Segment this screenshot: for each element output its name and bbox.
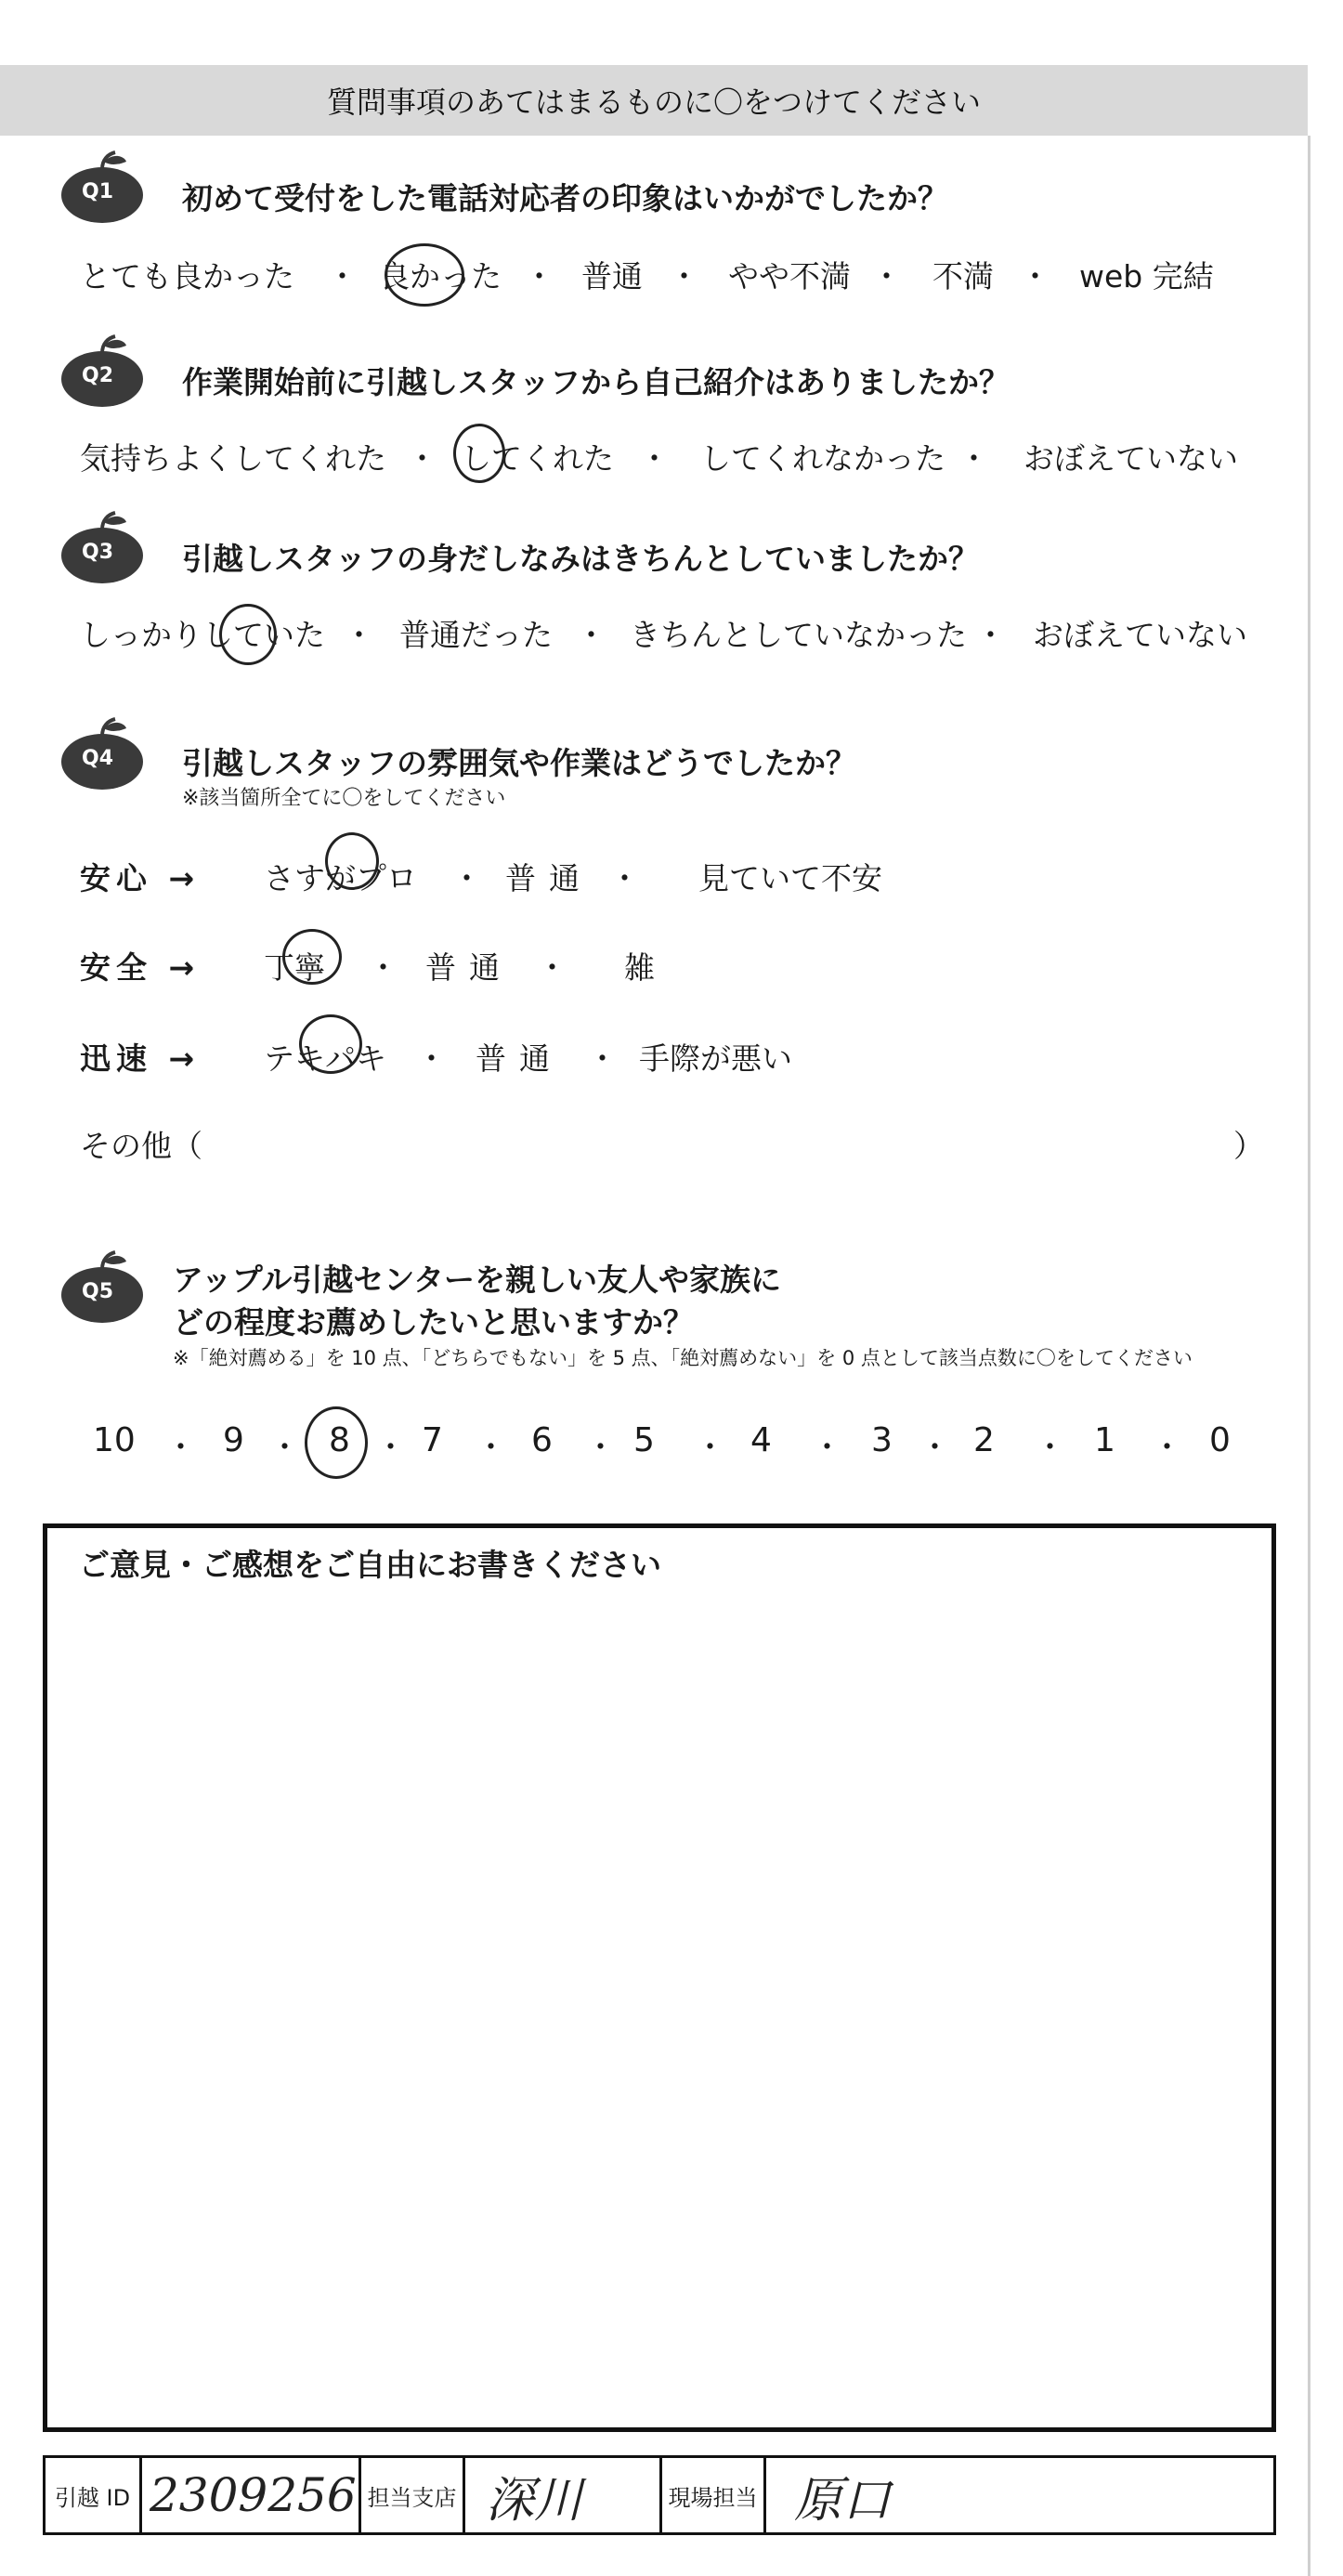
q2-option-1[interactable]: 気持ちよくしてくれた	[80, 440, 386, 477]
q3-option-1[interactable]: しっかりしていた	[80, 617, 325, 653]
selection-circle	[385, 243, 464, 307]
separator: ・	[327, 258, 358, 294]
q1-option-2[interactable]: 良かった	[379, 258, 502, 294]
q1-title: 初めて受付をした電話対応者の印象はいかがでしたか？	[182, 180, 948, 216]
separator: ・	[407, 440, 437, 477]
separator: ・	[975, 617, 1006, 653]
q3-badge: Q3	[59, 509, 145, 585]
selection-circle	[219, 604, 277, 665]
score-4[interactable]: 4	[750, 1421, 772, 1459]
branch-label: 担当支店	[361, 2458, 465, 2532]
q3-option-3[interactable]: きちんとしていなかった	[630, 617, 967, 653]
q5-title-line2: どの程度お薦めしたいと思いますか？	[173, 1304, 694, 1340]
separator: ・	[609, 860, 640, 896]
separator: ・	[695, 1429, 725, 1465]
q4-row-jinsoku-option-1[interactable]: テキパキ	[264, 1040, 386, 1077]
separator: ・	[958, 440, 989, 477]
separator: ・	[919, 1429, 950, 1465]
score-10[interactable]: 10	[93, 1421, 136, 1459]
q1-option-3[interactable]: 普通	[581, 258, 643, 294]
q4-row-anshin-option-3[interactable]: 見ていて不安	[698, 860, 882, 896]
q5-title-line1: アップル引越センターを親しい友人や家族に	[173, 1262, 782, 1298]
q4-row-anzen-option-1[interactable]: 丁寧	[264, 949, 325, 986]
footer-info-row	[43, 2455, 1276, 2535]
separator: ・	[344, 617, 374, 653]
score-7[interactable]: 7	[422, 1421, 443, 1459]
q4-row-anshin-option-1[interactable]: さすがプロ	[264, 860, 417, 896]
separator: ・	[587, 1040, 618, 1077]
separator: ・	[585, 1429, 616, 1465]
separator: ・	[1035, 1429, 1065, 1465]
separator: ・	[269, 1429, 300, 1465]
q4-row-anshin-option-2[interactable]: 普通	[505, 860, 593, 896]
separator: ・	[639, 440, 670, 477]
comments-box[interactable]	[43, 1523, 1276, 2432]
q1-option-1[interactable]: とても良かった	[80, 258, 294, 294]
q5-note: ※「絶対薦める」を 10 点、「どちらでもない」を 5 点、「絶対薦めない」を 0 点として該当点数に〇をしてください	[173, 1347, 1193, 1369]
separator: ・	[871, 258, 902, 294]
separator: ・	[537, 949, 567, 986]
q3-title: 引越しスタッフの身だしなみはきちんとしていましたか？	[182, 541, 979, 577]
q2-option-4[interactable]: おぼえていない	[1024, 440, 1238, 477]
q4-row-anzen-label: 安全 →	[80, 949, 201, 986]
q3-option-2[interactable]: 普通だった	[399, 617, 553, 653]
q1-option-6[interactable]: web 完結	[1079, 258, 1214, 294]
score-1[interactable]: 1	[1094, 1421, 1115, 1459]
q2-option-2[interactable]: してくれた	[461, 440, 614, 477]
score-3[interactable]: 3	[871, 1421, 893, 1459]
move-id-label: 引越 ID	[46, 2458, 142, 2532]
score-9[interactable]: 9	[223, 1421, 244, 1459]
comments-label: ご意見・ご感想をご自由にお書きください	[79, 1547, 661, 1583]
separator: ・	[476, 1429, 506, 1465]
branch-value: 深川	[486, 2472, 583, 2529]
q4-other-close: ）	[1233, 1128, 1264, 1164]
q4-other-label: その他（	[80, 1128, 202, 1164]
q2-badge: Q2	[59, 333, 145, 409]
selection-circle	[299, 1014, 362, 1074]
q4-title: 引越しスタッフの雰囲気や作業はどうでしたか？	[182, 745, 856, 781]
q4-row-jinsoku-option-3[interactable]: 手際が悪い	[639, 1040, 792, 1077]
selection-circle	[453, 424, 505, 483]
staff-cell	[766, 2458, 1273, 2532]
q4-row-anzen-option-3[interactable]: 雑	[624, 949, 655, 986]
separator: ・	[576, 617, 606, 653]
separator: ・	[451, 860, 482, 896]
move-id-cell	[142, 2458, 361, 2532]
separator: ・	[812, 1429, 842, 1465]
separator: ・	[1152, 1429, 1182, 1465]
score-5[interactable]: 5	[633, 1421, 655, 1459]
selection-circle	[282, 929, 342, 985]
score-6[interactable]: 6	[531, 1421, 553, 1459]
staff-value: 原口	[794, 2472, 892, 2529]
separator: ・	[375, 1429, 406, 1465]
selection-circle	[325, 832, 379, 890]
separator: ・	[416, 1040, 447, 1077]
separator: ・	[165, 1429, 196, 1465]
q4-badge: Q4	[59, 715, 145, 791]
q1-option-4[interactable]: やや不満	[728, 258, 851, 294]
q2-option-3[interactable]: してくれなかった	[700, 440, 945, 477]
q4-row-jinsoku-option-2[interactable]: 普通	[476, 1040, 563, 1077]
q4-row-anzen-option-2[interactable]: 普通	[425, 949, 513, 986]
separator: ・	[669, 258, 699, 294]
separator: ・	[368, 949, 398, 986]
separator: ・	[524, 258, 554, 294]
q4-note: ※該当箇所全てに〇をしてください	[182, 787, 506, 810]
q1-badge: Q1	[59, 149, 145, 225]
score-8[interactable]: 8	[329, 1421, 350, 1459]
q4-row-jinsoku-label: 迅速 →	[80, 1040, 201, 1077]
staff-label: 現場担当	[662, 2458, 766, 2532]
separator: ・	[1020, 258, 1050, 294]
score-2[interactable]: 2	[973, 1421, 995, 1459]
q4-row-anshin-label: 安心 →	[80, 860, 201, 896]
q2-title: 作業開始前に引越しスタッフから自己紹介はありましたか？	[182, 364, 1010, 400]
page-header: 質問事項のあてはまるものに〇をつけてください	[0, 65, 1308, 136]
q3-option-4[interactable]: おぼえていない	[1033, 617, 1247, 653]
move-id-value: 2309256	[150, 2468, 357, 2522]
branch-cell	[465, 2458, 662, 2532]
page-edge	[1308, 136, 1310, 2576]
q1-option-5[interactable]: 不満	[932, 258, 994, 294]
score-0[interactable]: 0	[1209, 1421, 1231, 1459]
q5-badge: Q5	[59, 1249, 145, 1325]
selection-circle	[305, 1406, 368, 1479]
